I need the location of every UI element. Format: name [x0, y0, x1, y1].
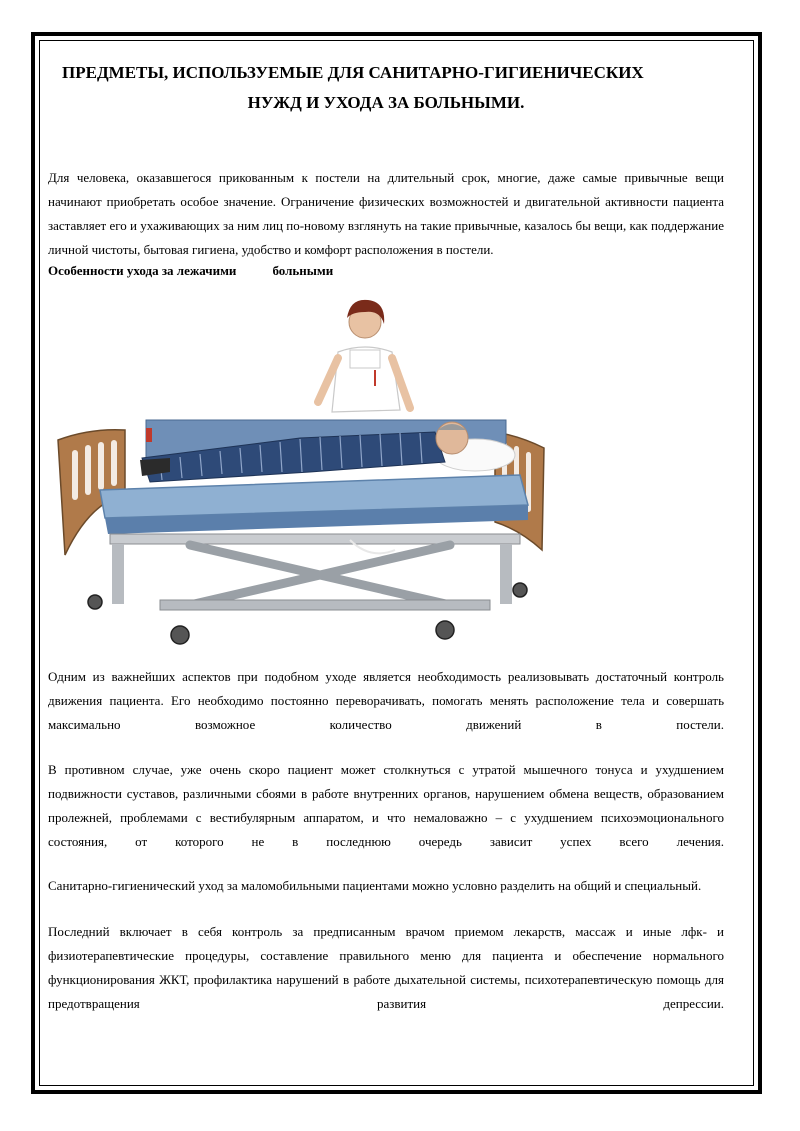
paragraph-4: Последний включает в себя контроль за предписанным врачом приемом лекарств, массаж и иные лфк- и физиотерапевтические процедуры, составление правильного меню для пациента и обеспечение нормального функционирования ЖКТ, профилактика нарушений в работе дыхательной системы, психотерапевтическую помощь для предотвращения развития депрессии.	[48, 924, 724, 1011]
medical-bed-illustration	[50, 290, 550, 660]
paragraph-1: Одним из важнейших аспектов при подобном уходе является необходимость реализовывать достаточный контроль движения пациента. Его необходимо постоянно переворачивать, помогать менять расположение тела и совершать максимально возможное количество движений в постели.	[48, 669, 724, 732]
intro-paragraph: Для человека, оказавшегося прикованным к постели на длительный срок, многие, даже самые привычные вещи начинают приобретать особое значение. Ограничение физических возможностей и двигательной активности пациента заставляет его и ухаживающих за ним лиц по-новому взглянуть на такие привычные, казалось бы вещи, как поддержание личной чистоты, бытовая гигиена, удобство и комфорт расположения в постели.	[48, 170, 724, 257]
bed-base	[160, 600, 490, 610]
right-leg	[500, 544, 512, 604]
paragraph-2: В противном случае, уже очень скоро пациент может столкнуться с утратой мышечного тонуса и ухудшением подвижности суставов, различными сбоями в работе внутренних органов, нарушением обмена веществ, образованием пролежней, проблемами с вестибулярным аппаратом, и что немаловажно – с ухудшением психоэмоционального состояния, от которого не в последнюю очередь зависит успех всего лечения.	[48, 762, 724, 849]
scissor-lift	[190, 545, 450, 605]
bed-wheels	[88, 583, 527, 644]
page-title-line-2: НУЖД И УХОДА ЗА БОЛЬНЫМИ.	[247, 93, 525, 112]
page-title	[48, 58, 724, 118]
page-title-line-1: ПРЕДМЕТЫ, ИСПОЛЬЗУЕМЫЕ ДЛЯ САНИТАРНО-ГИГИЕНИЧЕСКИХ	[62, 63, 644, 82]
subheading-part-1: Особенности ухода за лежачими	[48, 263, 237, 278]
bed-frame	[110, 534, 520, 544]
left-leg	[112, 544, 124, 604]
section-subheading	[48, 259, 333, 283]
nurse	[318, 300, 410, 412]
subheading-part-2: больными	[272, 263, 334, 278]
paragraph-3: Санитарно-гигиенический уход за маломобильными пациентами можно условно разделить на общий и специальный.	[48, 878, 702, 893]
rail-latch	[146, 428, 152, 442]
